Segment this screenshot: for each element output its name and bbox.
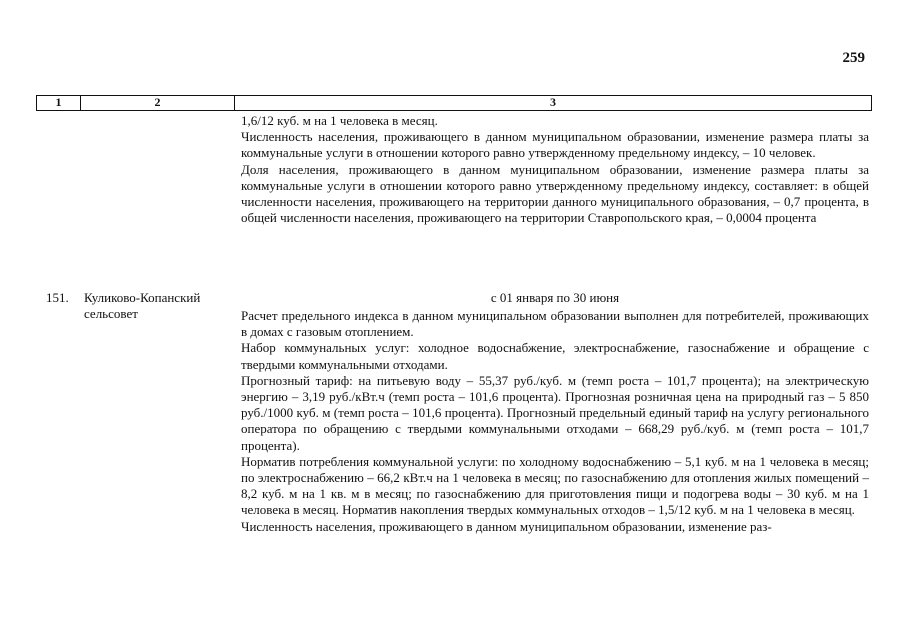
paragraph: Норматив потребления коммунальной услуги: по холодному водоснабжению – 5,1 куб. м на 1 человека в месяц; по электроснабжению – 66,2 кВт.ч на 1 человека в месяц; по газоснабжению для отопления жилых помещений – 8,2 куб. м на 1 кв. м в месяц; по газоснабжению для приготовления пищи и подогрева воды – 30 куб. м на 1 человека в месяц. Норматив накопления твердых коммунальных отходов – 1,5/12 куб. м на 1 человека в месяц. — [241, 453, 869, 518]
continuation-text — [241, 113, 869, 226]
paragraph: Прогнозный тариф: на питьевую воду – 55,37 руб./куб. м (темп роста – 101,7 процента); на электрическую энергию – 3,19 руб./кВт.ч (темп роста – 101,6 процента). Прогнозная розничная цена на природный газ – 5 850 руб./1000 куб. м (темп роста – 101,6 процента). Прогнозный предельный единый тариф на услугу регионального оператора по обращению с твердыми коммунальными отходами – 668,29 руб./куб. м (темп роста – 101,7 процента). — [241, 372, 869, 453]
table-header-col-1: 1 — [37, 96, 81, 110]
table-header-row — [36, 95, 872, 111]
table-header-col-3: 3 — [550, 95, 556, 109]
paragraph: 1,6/12 куб. м на 1 человека в месяц. — [241, 113, 438, 128]
paragraph: Численность населения, проживающего в данном муниципальном образовании, изменение размера платы за коммунальные услуги в отношении которого равно утвержденному предельному индексу, – 10 человек. — [241, 129, 869, 161]
table-header-col-2: 2 — [81, 96, 235, 110]
period-heading: с 01 января по 30 июня — [490, 290, 620, 305]
entry-text — [241, 308, 869, 535]
page-number: 259 — [842, 50, 865, 66]
paragraph: Численность населения, проживающего в данном муниципальном образовании, изменение раз- — [241, 518, 772, 534]
paragraph: Набор коммунальных услуг: холодное водоснабжение, электроснабжение, газоснабжение и обращение с твердыми коммунальными отходами. — [241, 340, 869, 372]
paragraph: Доля населения, проживающего в данном муниципальном образовании, изменение размера платы за коммунальные услуги в отношении которого равно утвержденному предельному индексу, составляет: в общей численности населения, проживающего на территории данного муниципального образования, – 0,7 процента, в общей численности населения, проживающего на территории Ставропольского края, – 0,0004 процента — [241, 161, 869, 226]
paragraph: Расчет предельного индекса в данном муниципальном образовании выполнен для потребителей, проживающих в домах с газовым отоплением. — [241, 308, 869, 340]
entry-name: Куликово-Копанский сельсовет — [84, 290, 201, 321]
entry-number: 151. — [46, 290, 69, 305]
